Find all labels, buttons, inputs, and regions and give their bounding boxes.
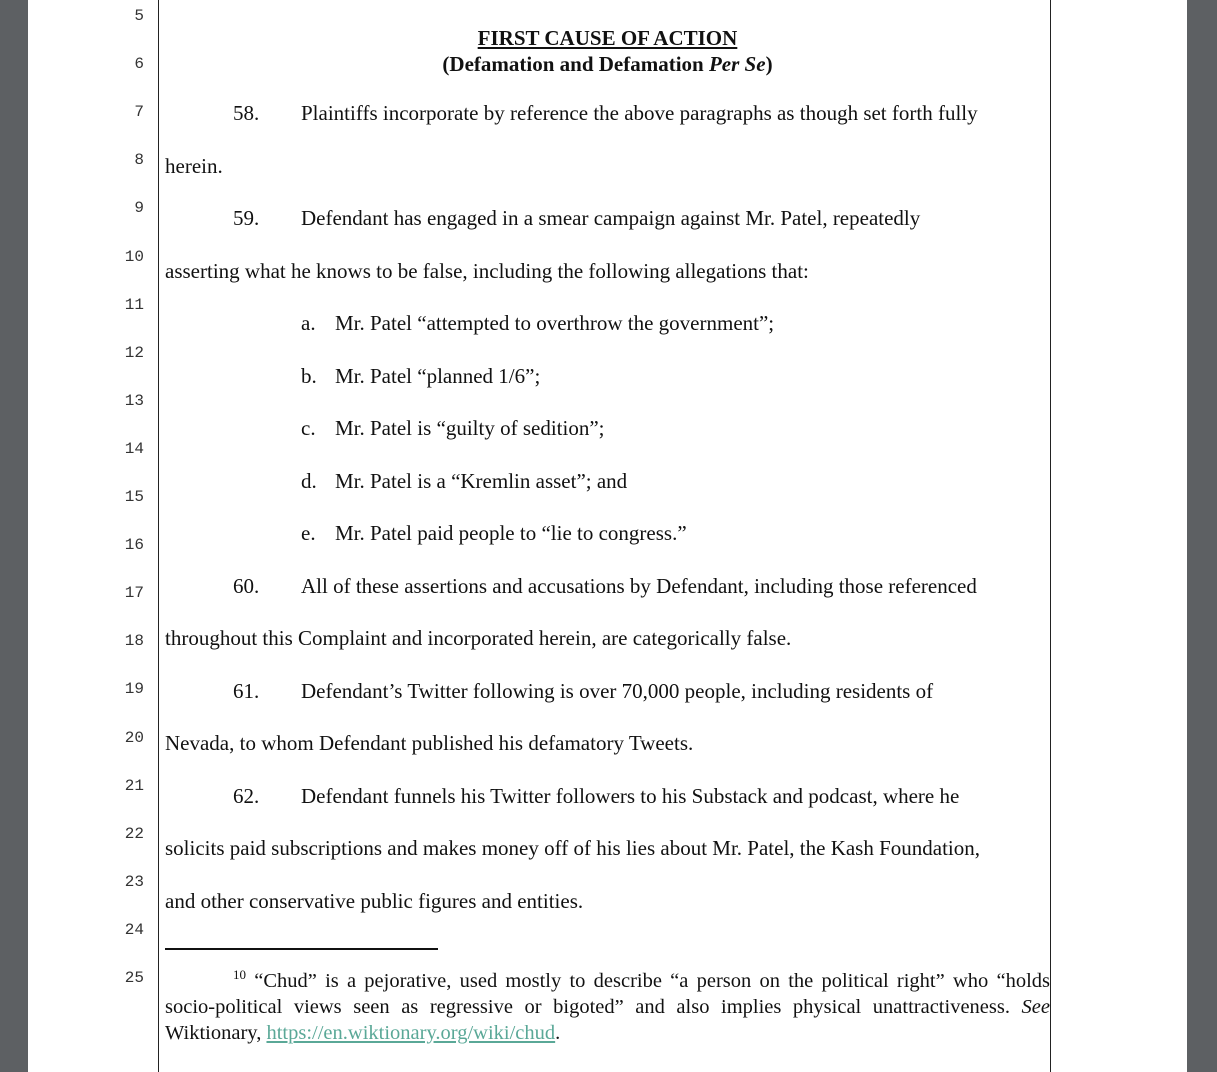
footnote-source: Wiktionary,: [165, 1021, 267, 1044]
subheading-close: ): [765, 52, 773, 76]
paragraph-line: All of these assertions and accusations by Defendant, including those referenced: [301, 573, 977, 598]
line-number: 14: [124, 439, 144, 458]
line-number: 21: [124, 776, 144, 795]
line-number: 11: [124, 295, 144, 314]
footnote-link[interactable]: https://en.wiktionary.org/wiki/chud: [266, 1021, 556, 1044]
subheading-text: (Defamation and Defamation: [442, 52, 709, 76]
section-heading: FIRST CAUSE OF ACTION: [477, 26, 738, 50]
footnote-separator: [165, 948, 438, 950]
footnote-end: .: [555, 1021, 561, 1044]
line-number: 8: [134, 151, 144, 170]
line-number: 24: [124, 920, 144, 939]
allegation-letter: a.: [301, 311, 316, 335]
paragraph-number: 58.: [233, 101, 260, 125]
line-number: 17: [124, 584, 144, 603]
line-number: 6: [134, 55, 144, 74]
paragraph-line: Defendant has engaged in a smear campaign against Mr. Patel, repeatedly: [301, 206, 921, 230]
line-number: 25: [124, 969, 144, 987]
allegation-text: Mr. Patel is “guilty of sedition”;: [335, 416, 605, 440]
line-number: 15: [124, 488, 144, 506]
line-number: 12: [124, 343, 144, 362]
paragraph-number: 60.: [233, 573, 260, 598]
allegation-letter: c.: [301, 416, 316, 440]
allegation-text: Mr. Patel “planned 1/6”;: [335, 363, 541, 388]
paragraph-line: herein.: [165, 153, 223, 178]
paragraph-line: throughout this Complaint and incorporated herein, are categorically false.: [165, 626, 792, 650]
line-number: 20: [124, 728, 144, 747]
footnote: [165, 962, 1050, 1046]
paragraph-line: Defendant’s Twitter following is over 70,000 people, including residents of: [301, 678, 934, 703]
left-margin-rule: [158, 0, 159, 1072]
footnote-text: “Chud” is a pejorative, used mostly to describe “a person on the political right” who “holds socio-political views seen as regressive or bigoted” and also implies physical unattractiveness.: [165, 969, 1050, 1018]
paragraph-number: 61.: [233, 678, 260, 703]
line-number: 22: [124, 824, 144, 843]
allegation-text: Mr. Patel paid people to “lie to congress.”: [335, 521, 687, 545]
footnote-number: 10: [233, 967, 246, 982]
allegation-letter: e.: [301, 521, 316, 545]
section-subheading: [28, 54, 1187, 75]
line-number: 9: [134, 199, 144, 218]
line-number: 18: [124, 632, 144, 651]
paragraph-line: and other conservative public figures and entities.: [165, 888, 584, 913]
allegation-text: Mr. Patel is a “Kremlin asset”; and: [335, 468, 628, 493]
paragraph-line: asserting what he knows to be false, including the following allegations that:: [165, 258, 809, 283]
line-number: 19: [124, 680, 144, 699]
paragraph-line: solicits paid subscriptions and makes money off of his lies about Mr. Patel, the Kash Foundation,: [165, 836, 981, 860]
line-number: 10: [124, 247, 144, 266]
paragraph-line: Plaintiffs incorporate by reference the above paragraphs as though set forth fully: [301, 101, 978, 125]
line-number: 23: [124, 872, 144, 891]
paragraph-number: 62.: [233, 783, 260, 808]
footnote-signal: See: [1021, 995, 1050, 1018]
allegation-text: Mr. Patel “attempted to overthrow the government”;: [335, 311, 775, 335]
right-margin-rule: [1050, 0, 1051, 1072]
subheading-italic: Per Se: [708, 52, 766, 76]
allegation-letter: d.: [301, 468, 317, 493]
line-number: 5: [134, 7, 144, 25]
paragraph-number: 59.: [233, 206, 260, 230]
allegation-letter: b.: [301, 363, 317, 388]
paragraph-line: Nevada, to whom Defendant published his defamatory Tweets.: [165, 731, 694, 755]
line-number: 16: [124, 536, 144, 555]
line-number: 7: [134, 103, 144, 122]
document-page: [28, 0, 1187, 1072]
line-number: 13: [124, 391, 144, 410]
paragraph-line: Defendant funnels his Twitter followers to his Substack and podcast, where he: [301, 783, 960, 808]
